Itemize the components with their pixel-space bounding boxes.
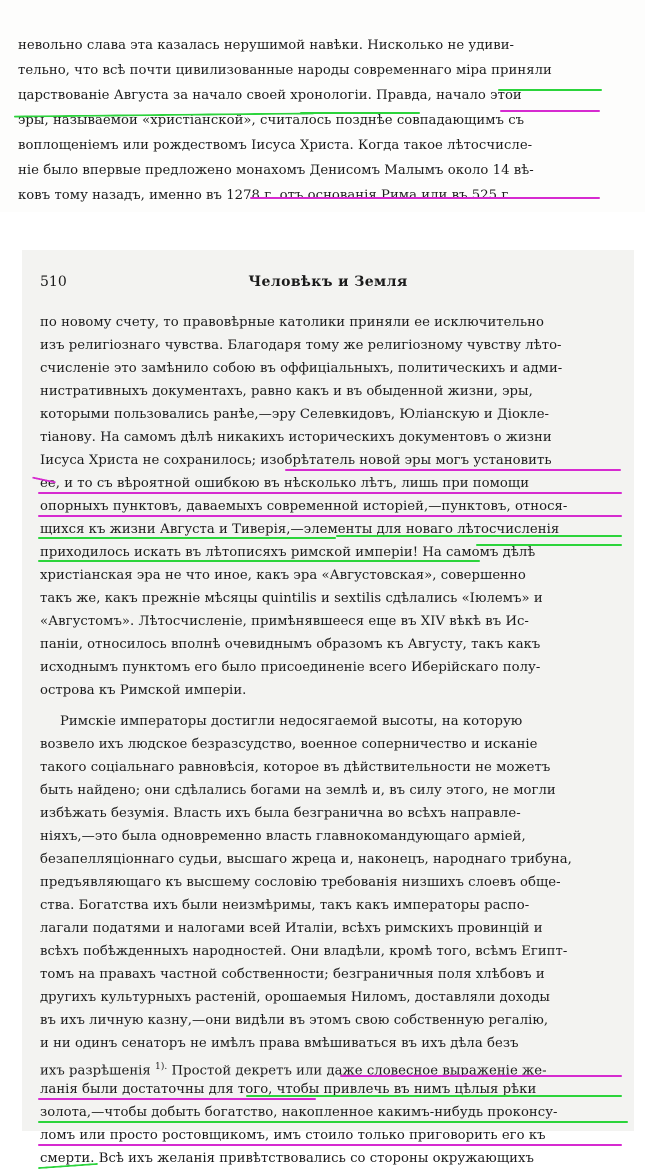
text-line — [40, 1057, 547, 1081]
text-line: ніе было впервые предложено монахомъ Денисомъ Малымъ около 14 вѣ- — [18, 163, 534, 178]
magenta-highlight — [38, 1098, 316, 1100]
green-highlight — [38, 537, 336, 539]
text-line: царствованіе Августа за начало своей хронологіи. Правда, начало этой — [18, 88, 522, 103]
footnote-marker: 1). — [155, 1062, 168, 1072]
text-line: ее, и то съ вѣроятной ошибкою въ нѣсколько лѣтъ, лишь при помощи — [40, 476, 530, 491]
text-line: исходнымъ пунктомъ его было присоединеніе всего Иберійскаго полу- — [40, 660, 541, 675]
text-line: ніяхъ,—это была одновременно власть главнокомандующаго арміей, — [40, 829, 526, 844]
text-line: такого соціальнаго равновѣсія, которое въ дѣйствительности не можетъ — [40, 760, 551, 775]
green-highlight — [476, 544, 622, 546]
green-highlight — [38, 560, 480, 562]
text-line: эры, называемой «христіанской», считалось позднѣе совпадающимъ съ — [18, 113, 525, 128]
text-line: тельно, что всѣ почти цивилизованные народы современнаго міра приняли — [18, 63, 552, 78]
text-line: ства. Богатства ихъ были неизмѣримы, такъ какъ императоры распо- — [40, 898, 530, 913]
green-highlight — [246, 1095, 622, 1097]
text-fragment: ихъ разрѣшенія — [40, 1063, 151, 1079]
text-line: ломъ или просто ростовщикомъ, имъ стоило только приговорить его къ — [40, 1128, 546, 1143]
magenta-highlight — [38, 515, 622, 517]
text-line: возвело ихъ людское безразсудство, военное соперничество и исканіе — [40, 737, 538, 752]
text-line: счисленіе это замѣнило собою въ оффиціальныхъ, политическихъ и адми- — [40, 361, 563, 376]
magenta-highlight — [340, 1075, 622, 1077]
text-fragment: Простой декретъ или даже словесное выраженіе же- — [171, 1063, 547, 1079]
previous-page-fragment — [0, 0, 645, 212]
text-line: приходилось искать въ лѣтописяхъ римской имперіи! На самомъ дѣлѣ — [40, 545, 536, 560]
text-line: паніи, относилось вполнѣ очевиднымъ образомъ къ Августу, такъ какъ — [40, 637, 541, 652]
text-line: по новому счету, то правовѣрные католики приняли ее исключительно — [40, 315, 544, 330]
text-line: всѣхъ побѣжденныхъ народностей. Они владѣли, кромѣ того, всѣмъ Египт- — [40, 944, 568, 959]
page-gap — [0, 212, 645, 250]
text-line: предъявляющаго къ высшему сословію требованія низшихъ слоевъ обще- — [40, 875, 561, 890]
text-line: Іисуса Христа не сохранилось; изобрѣтатель новой эры могъ установить — [40, 453, 552, 468]
text-line: въ ихъ личную казну,—они видѣли въ этомъ свою собственную регалію, — [40, 1013, 549, 1028]
green-highlight — [38, 1121, 628, 1123]
text-line: «Августомъ». Лѣтосчисленіе, примѣнявшееся еще въ XIV вѣкѣ въ Ис- — [40, 614, 529, 629]
text-line: такъ же, какъ прежніе мѣсяцы quintilis и sextilis сдѣлались «Іюлемъ» и — [40, 591, 543, 606]
text-line: изъ религіознаго чувства. Благодаря тому же религіозному чувству лѣто- — [40, 338, 562, 353]
text-line: Римскіе императоры достигли недосягаемой высоты, на которую — [60, 714, 523, 729]
text-line: ланія были достаточны для того, чтобы привлечь въ нимъ цѣлыя рѣки — [40, 1082, 537, 1097]
text-line: и ни одинъ сенаторъ не имѣлъ права вмѣшиваться въ ихъ дѣла безъ — [40, 1036, 519, 1051]
text-line: щихся къ жизни Августа и Тиверія,—элементы для новаго лѣтосчисленія — [40, 522, 560, 537]
text-line: другихъ культурныхъ растеній, орошаемыя Ниломъ, доставляли доходы — [40, 990, 550, 1005]
text-line: воплощеніемъ или рождествомъ Іисуса Христа. Когда такое лѣтосчисле- — [18, 138, 533, 153]
text-line: которыми пользовались ранѣе,—эру Селевкидовъ, Юліанскую и Діокле- — [40, 407, 550, 422]
page-number: 510 — [40, 274, 67, 290]
text-line: смерти. Всѣ ихъ желанія привѣтствовались со стороны окружающихъ — [40, 1151, 534, 1166]
text-line: опорныхъ пунктовъ, даваемыхъ современной исторіей,—пунктовъ, относя- — [40, 499, 568, 514]
text-line: томъ на правахъ частной собственности; безграничныя поля хлѣбовъ и — [40, 967, 545, 982]
green-highlight — [498, 89, 602, 91]
text-line: безапелляціоннаго судьи, высшаго жреца и, наконецъ, народнаго трибуна, — [40, 852, 572, 867]
text-line: тіанову. На самомъ дѣлѣ никакихъ историческихъ документовъ о жизни — [40, 430, 552, 445]
magenta-highlight — [250, 197, 600, 199]
magenta-highlight — [285, 469, 621, 471]
running-title: Человѣкъ и Земля — [248, 274, 408, 290]
text-line: ковъ тому назадъ, именно въ 1278 г. отъ основанія Рима или въ 525 г. — [18, 188, 513, 203]
text-line: нистративныхъ документахъ, равно какъ и въ обыденной жизни, эры, — [40, 384, 533, 399]
magenta-highlight — [38, 1144, 622, 1146]
magenta-highlight — [38, 492, 622, 494]
text-line: избѣжать безумія. Власть ихъ была безгранична во всѣхъ направле- — [40, 806, 521, 821]
green-highlight — [300, 112, 420, 114]
text-line: острова къ Римской имперіи. — [40, 683, 247, 698]
green-highlight — [336, 535, 622, 537]
text-line: золота,—чтобы добыть богатство, накопленное какимъ-нибудь проконсу- — [40, 1105, 558, 1120]
text-line: лагали податями и налогами всей Италіи, всѣхъ римскихъ провинцій и — [40, 921, 543, 936]
book-page — [22, 250, 634, 1166]
text-line: быть найдено; они сдѣлались богами на землѣ и, въ силу этого, не могли — [40, 783, 556, 798]
text-line: невольно слава эта казалась нерушимой навѣки. Нисколько не удиви- — [18, 38, 515, 53]
magenta-highlight — [500, 110, 600, 112]
text-line: христіанская эра не что иное, какъ эра «Августовская», совершенно — [40, 568, 526, 583]
